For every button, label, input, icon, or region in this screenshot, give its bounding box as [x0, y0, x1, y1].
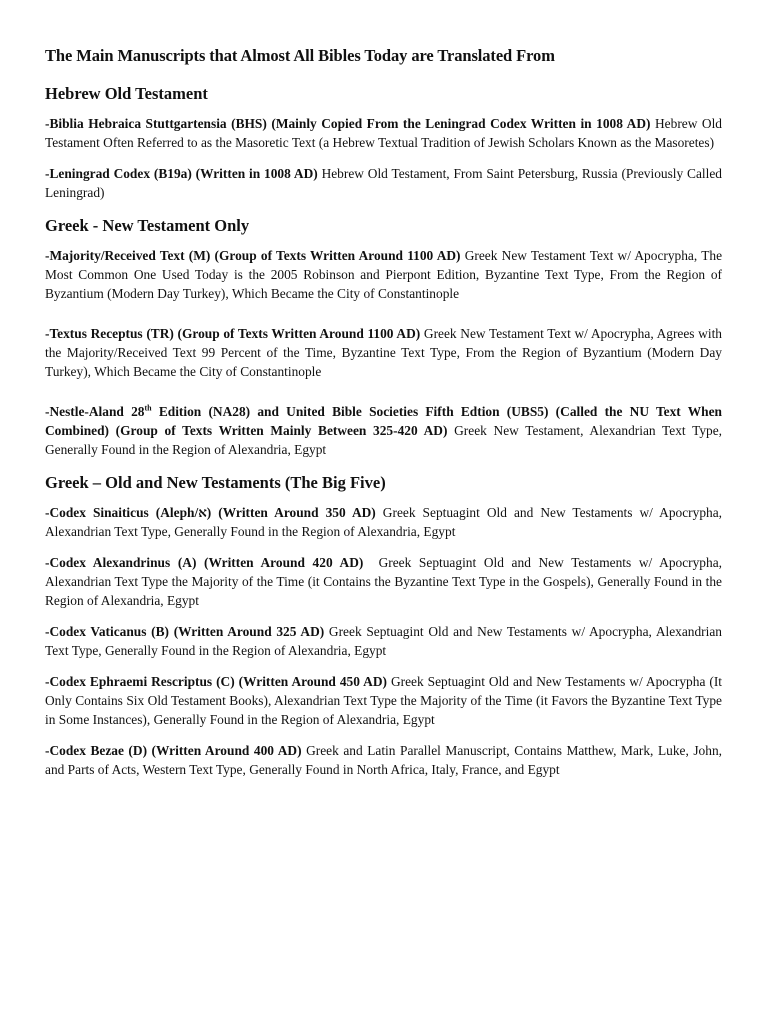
entry-lead: -Codex Vaticanus (B) (Written Around 325 AD)	[45, 624, 325, 639]
entry-nestle-aland	[45, 402, 722, 459]
section-hebrew-old-testament	[45, 82, 722, 202]
ordinal-superscript: th	[144, 403, 152, 413]
entry-text: Greek Septuagint Old and New Testaments w/ Apocrypha, Alexandrian Text Type, Generally Found in the Region of Alexandria, Egypt	[45, 624, 723, 658]
entry-codex-ephraemi	[45, 672, 722, 729]
entry-text: Greek Septuagint Old and New Testaments w/ Apocrypha, Alexandrian Text Type the Majority of the Time (it Contains the Byzantine Text Type in the Gospels), Generally Found in the Region of Alexandria, Egypt	[45, 555, 726, 608]
entry-lead: -Textus Receptus (TR) (Group of Texts Written Around 1100 AD)	[45, 326, 421, 341]
entry-lead: -Leningrad Codex (B19a) (Written in 1008 AD)	[45, 166, 318, 181]
entry-lead: -Codex Alexandrinus (A) (Written Around 420 AD)	[45, 555, 364, 570]
section-greek-big-five	[45, 471, 726, 779]
document-title: The Main Manuscripts that Almost All Bibles Today are Translated From	[45, 46, 555, 65]
entry-text: Hebrew Old Testament Often Referred to as the Masoretic Text (a Hebrew Textual Tradition of Jewish Scholars Known as the Masoretes)	[45, 116, 722, 150]
entry-bhs	[45, 114, 722, 152]
entry-text: Greek and Latin Parallel Manuscript, Contains Matthew, Mark, Luke, John, and Parts of Acts, Western Text Type, Generally Found in North Africa, Italy, France, and Egypt	[45, 743, 722, 777]
document-page	[45, 44, 726, 791]
entry-text: Hebrew Old Testament, From Saint Petersburg, Russia (Previously Called Leningrad)	[45, 166, 722, 200]
entry-codex-bezae	[45, 741, 722, 779]
entry-lead: -Majority/Received Text (M) (Group of Texts Written Around 1100 AD)	[45, 248, 461, 263]
entry-codex-alexandrinus	[45, 553, 726, 610]
entry-lead: -Codex Bezae (D) (Written Around 400 AD)	[45, 743, 302, 758]
entry-text: Greek Septuagint Old and New Testaments w/ Apocrypha, Alexandrian Text Type, Generally Found in the Region of Alexandria, Egypt	[45, 505, 722, 539]
entry-lead-part: Edition (NA28) and United Bible Societies Fifth Edtion (UBS5) (Called the NU Text When Combined) (Group of Texts Written Mainly Between 325-420 AD)	[45, 404, 722, 438]
entry-text: Greek Septuagint Old and New Testaments w/ Apocrypha (It Only Contains Six Old Testament Books), Alexandrian Text Type the Majority of the Time (it Favors the Byzantine Text Type in Some Instances), Generally Found in the Region of Alexandria, Egypt	[45, 674, 723, 727]
entry-lead: -Codex Sinaiticus (Aleph/א) (Written Around 350 AD)	[45, 505, 376, 520]
entry-lead: -Biblia Hebraica Stuttgartensia (BHS) (Mainly Copied From the Leningrad Codex Written in 1008 AD)	[45, 116, 651, 131]
entry-textus-receptus	[45, 324, 722, 381]
section-heading: Greek - New Testament Only	[45, 216, 250, 235]
entry-text: Greek New Testament Text w/ Apocrypha, Agrees with the Majority/Received Text 99 Percent of the Time, Byzantine Text Type, From the Region of Byzantium (Modern Day Turkey), Which Became the City of Constantinople	[45, 326, 722, 379]
entry-text: Greek New Testament Text w/ Apocrypha, The Most Common One Used Today is the 2005 Robinson and Pierpont Edition, Byzantine Text Type, From the Region of Byzantium (Modern Day Turkey), Which Became the City of Constantinople	[45, 248, 723, 301]
entry-codex-vaticanus	[45, 622, 722, 660]
entry-text: Greek New Testament, Alexandrian Text Type, Generally Found in the Region of Alexandria, Egypt	[45, 423, 723, 457]
entry-codex-sinaiticus	[45, 503, 722, 541]
section-heading: Greek – Old and New Testaments (The Big Five)	[45, 473, 386, 492]
entry-lead-part: -Nestle-Aland 28	[45, 404, 145, 419]
entry-lead: -Codex Ephraemi Rescriptus (C) (Written Around 450 AD)	[45, 674, 387, 689]
section-greek-new-testament	[45, 214, 722, 459]
section-heading: Hebrew Old Testament	[45, 84, 208, 103]
entry-leningrad-codex	[45, 164, 722, 202]
entry-majority-text	[45, 246, 722, 303]
